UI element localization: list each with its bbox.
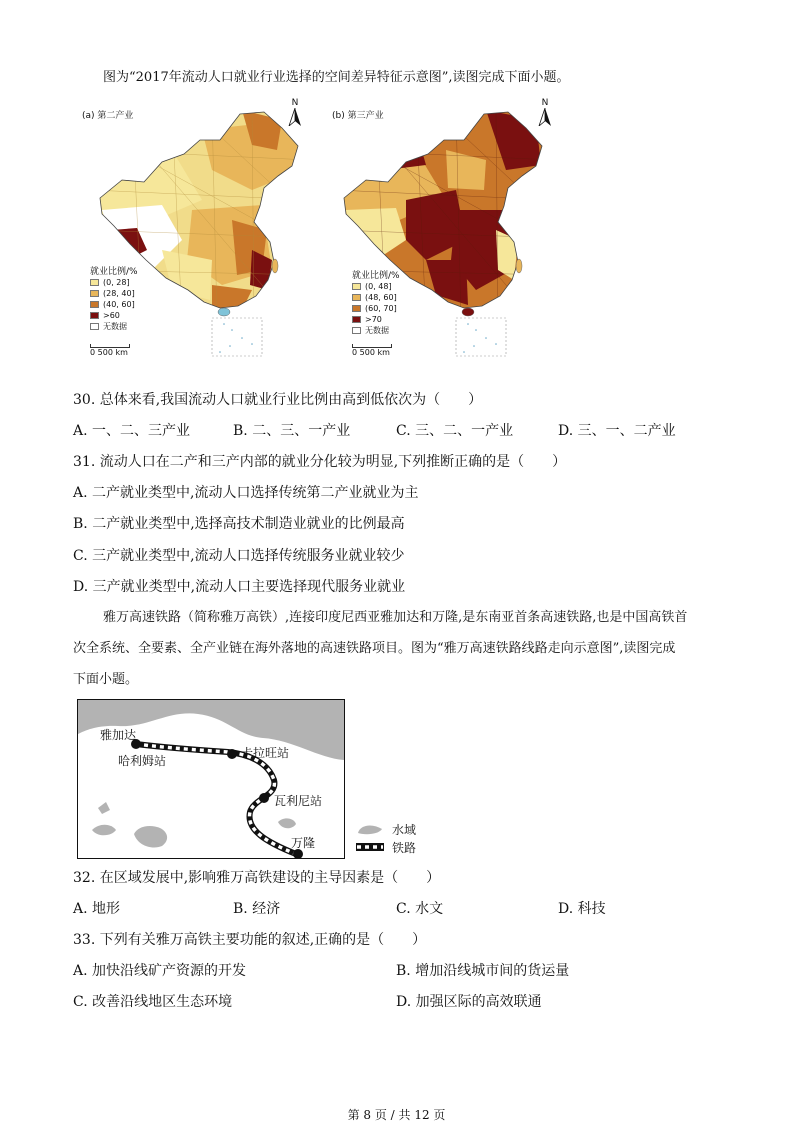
map-a-legend-title: 就业比例/% xyxy=(90,267,138,277)
map-b-legend-item xyxy=(352,281,400,292)
map-a-panel xyxy=(76,96,312,368)
question-33-stem: 33. 下列有关雅万高铁主要功能的叙述,正确的是（ ） xyxy=(73,932,427,948)
map-a-legend-item xyxy=(90,310,138,321)
legend-label: (48, 60] xyxy=(365,293,397,302)
intro-text-2-line-3: 下面小题。 xyxy=(73,672,139,687)
legend-swatch xyxy=(90,323,99,330)
maps-figure xyxy=(76,96,556,368)
legend-label: >60 xyxy=(103,311,120,320)
legend-swatch xyxy=(90,279,99,286)
station-label-bandung: 万隆 xyxy=(291,836,316,850)
legend-swatch xyxy=(352,316,361,323)
question-32-stem: 32. 在区域发展中,影响雅万高铁建设的主导因素是（ ） xyxy=(73,870,441,886)
legend-swatch xyxy=(90,290,99,297)
map-a-legend-item xyxy=(90,299,138,310)
legend-swatch xyxy=(90,312,99,319)
legend-swatch xyxy=(352,327,361,334)
map-b-scale-label: 0 500 km xyxy=(352,348,390,357)
intro-text-2-line-2: 次全系统、全要素、全产业链在海外落地的高速铁路项目。图为“雅万高速铁路线路走向示意图”,读图完成 xyxy=(73,641,676,656)
question-32-option-c: C. 水文 xyxy=(396,901,444,917)
water-swatch-icon xyxy=(356,823,384,835)
legend-swatch xyxy=(352,305,361,312)
page-footer: 第 8 页 / 共 12 页 xyxy=(347,1108,446,1122)
map-b-legend-item xyxy=(352,303,400,314)
question-31-option-d: D. 三产就业类型中,流动人口主要选择现代服务业就业 xyxy=(73,579,406,595)
legend-railway xyxy=(356,838,416,856)
legend-water xyxy=(356,820,416,838)
legend-label: (0, 28] xyxy=(103,278,130,287)
map-b-scale xyxy=(352,344,392,357)
map-a-north-label: N xyxy=(291,98,299,108)
question-31-option-b: B. 二产就业类型中,选择高技术制造业就业的比例最高 xyxy=(73,516,405,532)
question-33-option-d: D. 加强区际的高效联通 xyxy=(396,994,542,1010)
legend-railway-label: 铁路 xyxy=(392,840,417,855)
question-32-option-d: D. 科技 xyxy=(558,901,606,917)
question-32-option-a: A. 地形 xyxy=(73,901,121,917)
question-32-option-b: B. 经济 xyxy=(233,901,281,917)
map-a-legend-item xyxy=(90,288,138,299)
map-b-legend-item xyxy=(352,314,400,325)
railway-map xyxy=(77,699,345,859)
railway-map-legend xyxy=(356,820,416,856)
legend-label: >70 xyxy=(365,315,382,324)
legend-swatch xyxy=(90,301,99,308)
question-30-stem: 30. 总体来看,我国流动人口就业行业比例由高到低依次为（ ） xyxy=(73,392,483,408)
station-label-walini: 瓦利尼站 xyxy=(274,794,323,808)
question-31-option-c: C. 三产就业类型中,流动人口选择传统服务业就业较少 xyxy=(73,548,405,564)
legend-label: (60, 70] xyxy=(365,304,397,313)
legend-swatch xyxy=(352,294,361,301)
question-33-option-a: A. 加快沿线矿产资源的开发 xyxy=(73,963,247,979)
map-b-legend-item xyxy=(352,325,400,336)
legend-label: (28, 40] xyxy=(103,289,135,298)
map-b-title: (b) 第三产业 xyxy=(332,111,384,121)
station-label-halim: 哈利姆站 xyxy=(118,754,167,768)
map-a-title: (a) 第二产业 xyxy=(82,111,134,121)
question-31-option-a: A. 二产就业类型中,流动人口选择传统第二产业就业为主 xyxy=(73,485,419,501)
map-a-scale-label: 0 500 km xyxy=(90,348,128,357)
legend-label: (40, 60] xyxy=(103,300,135,309)
map-a-legend xyxy=(90,264,138,332)
question-30-option-d: D. 三、一、二产业 xyxy=(558,423,676,439)
legend-label: 无数据 xyxy=(365,326,389,335)
map-b-legend xyxy=(352,268,400,336)
intro-text-2-line-1: 雅万高速铁路（简称雅万高铁）,连接印度尼西亚雅加达和万隆,是东南亚首条高速铁路,也是中国高铁首 xyxy=(103,610,688,625)
legend-label: 无数据 xyxy=(103,322,127,331)
question-30-option-b: B. 二、三、一产业 xyxy=(233,423,351,439)
question-33-option-b: B. 增加沿线城市间的货运量 xyxy=(396,963,570,979)
legend-water-label: 水域 xyxy=(392,822,417,837)
map-b-north-label: N xyxy=(541,98,549,108)
station-label-jakarta: 雅加达 xyxy=(100,728,137,742)
question-33-option-c: C. 改善沿线地区生态环境 xyxy=(73,994,233,1010)
map-a-legend-item xyxy=(90,277,138,288)
question-31-stem: 31. 流动人口在二产和三产内部的就业分化较为明显,下列推断正确的是（ ） xyxy=(73,454,567,470)
question-30-option-a: A. 一、二、三产业 xyxy=(73,423,191,439)
legend-swatch xyxy=(352,283,361,290)
map-b-legend-item xyxy=(352,292,400,303)
question-30-option-c: C. 三、二、一产业 xyxy=(396,423,514,439)
intro-text-1: 图为“2017年流动人口就业行业选择的空间差异特征示意图”,读图完成下面小题。 xyxy=(103,70,570,85)
map-a-scale xyxy=(90,344,130,357)
map-b-legend-title: 就业比例/% xyxy=(352,271,400,281)
map-b-panel xyxy=(326,96,556,368)
map-a-legend-item xyxy=(90,321,138,332)
station-label-karawang: 卡拉旺站 xyxy=(241,746,290,760)
railway-swatch-icon xyxy=(356,842,384,852)
legend-label: (0, 48] xyxy=(365,282,392,291)
